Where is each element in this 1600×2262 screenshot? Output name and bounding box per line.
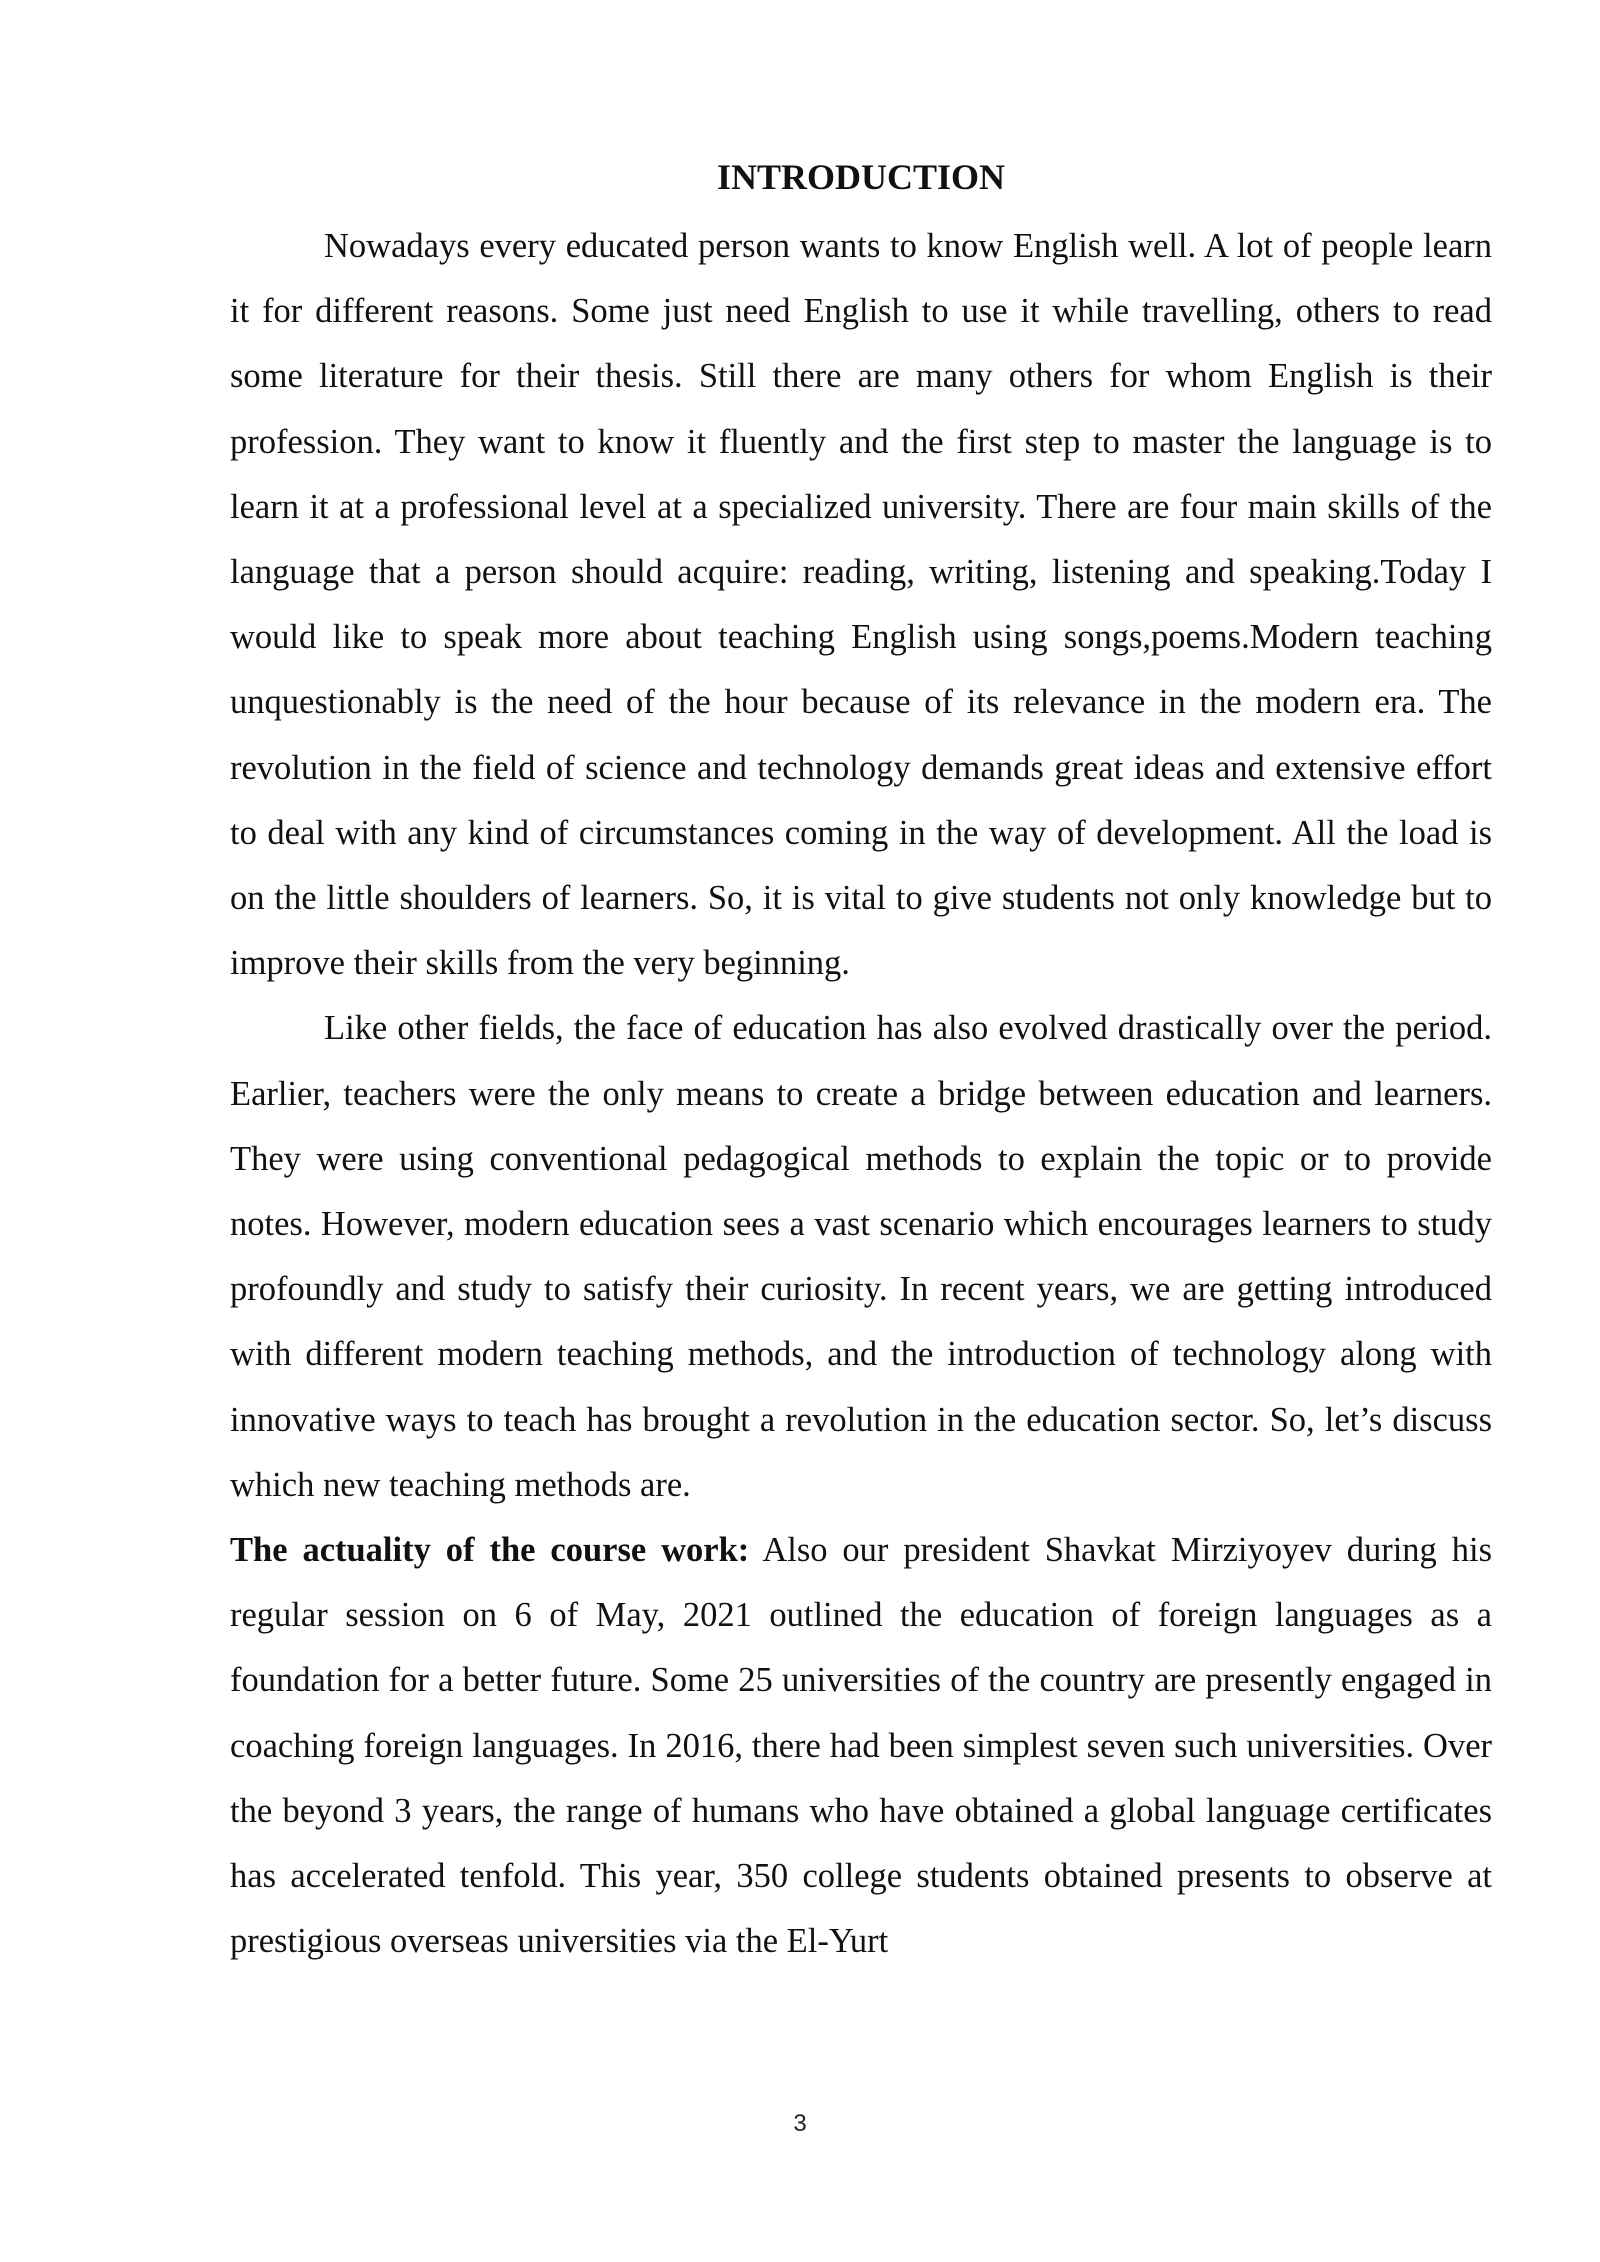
page-content: [230, 150, 1492, 1974]
paragraph-1: Nowadays every educated person wants to know English well. A lot of people learn it for different reasons. Some just need English to use it while travelling, others to read some literature for their thesis. Still there are many others for whom English is their profession. They want to know it fluently and the first step to master the language is to learn it at a professional level at a specialized university. There are four main skills of the language that a person should acquire: reading, writing, listening and speaking.Today I would like to speak more about teaching English using songs,poems.Modern teaching unquestionably is the need of the hour because of its relevance in the modern era. The revolution in the field of science and technology demands great ideas and extensive effort to deal with any kind of circumstances coming in the way of development. All the load is on the little shoulders of learners. So, it is vital to give students not only knowledge but to improve their skills from the very beginning.: [230, 227, 1492, 983]
paragraph-3: [230, 1518, 1492, 1974]
paragraph-3-body: Also our president Shavkat Mirziyoyev during his regular session on 6 of May, 2021 outlined the education of foreign languages as a foundation for a better future. Some 25 universities of the country are presently engaged in coaching foreign languages. In 2016, there had been simplest seven such universities. Over the beyond 3 years, the range of humans who have obtained a global language certificates has accelerated tenfold. This year, 350 college students obtained presents to observe at prestigious overseas universities via the El-Yurt: [230, 1531, 1493, 1961]
page-number: 3: [793, 2110, 807, 2137]
paragraph-2: Like other fields, the face of education has also evolved drastically over the period. Earlier, teachers were the only means to create a bridge between education and learners. They were using conventional pedagogical methods to explain the topic or to provide notes. However, modern education sees a vast scenario which encourages learners to study profoundly and study to satisfy their curiosity. In recent years, we are getting introduced with different modern teaching methods, and the introduction of technology along with innovative ways to teach has brought a revolution in the education sector. So, let’s discuss which new teaching methods are.: [230, 1009, 1492, 1504]
paragraph-lead: The actuality of the course work:: [230, 1531, 750, 1570]
section-heading: INTRODUCTION: [716, 157, 1006, 197]
